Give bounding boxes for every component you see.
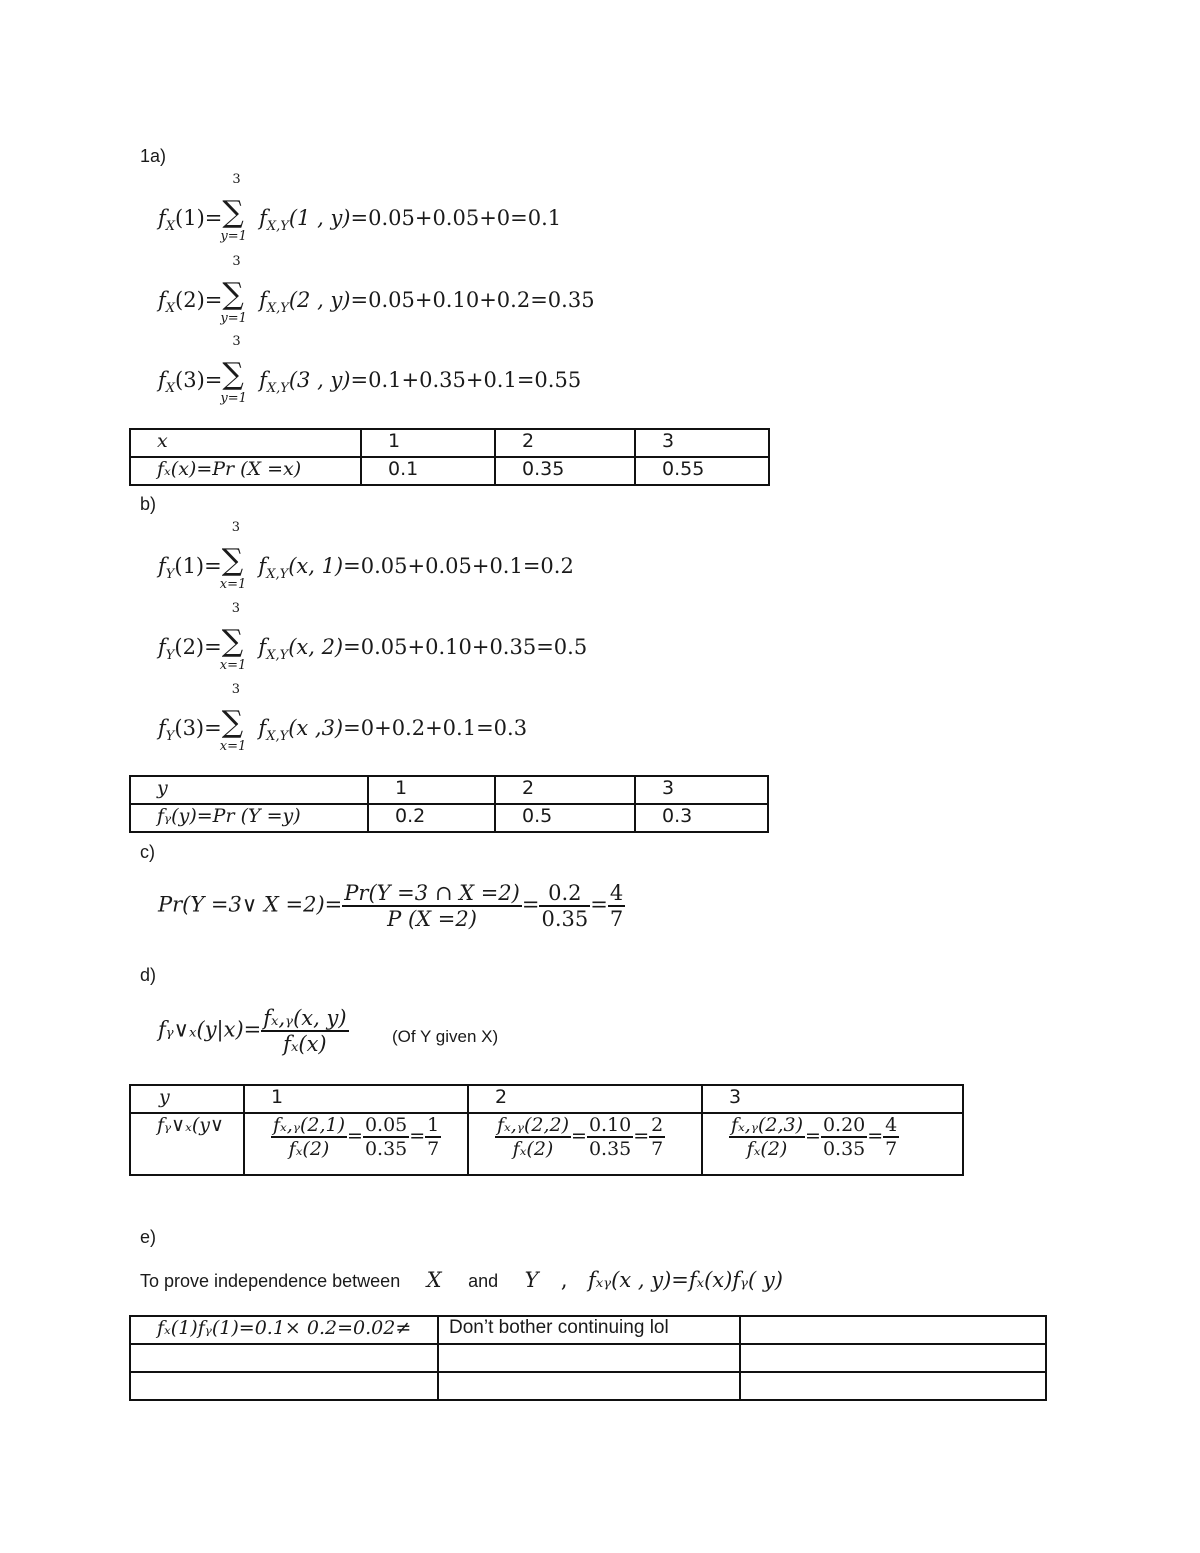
table-row: fᵧ(y)=Pr (Y =y) 0.2 0.5 0.3: [130, 804, 768, 832]
part-d-label: d): [140, 965, 157, 985]
marginal-x-2-equation: $f_X(2)=$ 3 ∑ y=1 $f_{X,Y}(2$ , y)=0.05+0.10+0.2=0.35: [158, 254, 595, 326]
part-a-label: 1a): [140, 146, 167, 166]
table-row: [130, 1344, 1046, 1372]
part-b-label: b): [140, 494, 157, 514]
conditional-cell-2: $\frac{\text{fₓ,ᵧ(2,2)}}{\text{fₓ(2)}}$ = $\frac{0.10}{0.35}$ = $\frac{2}{7}$: [468, 1113, 702, 1175]
conditional-cell-1: $\frac{\text{fₓ,ᵧ(2,1)}}{\text{fₓ(2)}}$ = $\frac{0.05}{0.35}$ = $\frac{1}{7}$: [244, 1113, 468, 1175]
part-c-label: c): [140, 842, 155, 862]
table-row: fₓ(x)=Pr (X =x) 0.1 0.35 0.55: [130, 457, 769, 485]
table-row: fᵧ∨ₓ(y∨ $\frac{\text{fₓ,ᵧ(2,1)}}{\text{fₓ(2)}}$ = $\frac{0.05}{0.35}$ = $\frac{1}{7}$ $\frac{\text{fₓ,ᵧ(2,2)}}{\text{fₓ(2)}}$ = $\frac{0.10}{0.35}$ = $\frac{2}{7}$ $\frac{\text{fₓ,ᵧ(2,3)}}{\text{fₓ(2)}}$ = $\frac{0.20}{0.35}$ = $\frac{4}{7}$: [130, 1113, 963, 1175]
independence-statement: To prove independence between X and Y , fₓᵧ(x , y)=fₓ(x)fᵧ( y): [140, 1268, 783, 1292]
marginal-y-table: [129, 775, 769, 833]
part-e-label: e): [140, 1227, 157, 1247]
conditional-note: (Of Y given X): [392, 1027, 499, 1046]
table-row: [130, 1372, 1046, 1400]
marginal-x-1-equation: $f_X(1)=$ 3 ∑ y=1 $f_{X,Y}(1$ , y)=0.05+0.05+0=0.1: [158, 172, 562, 244]
marginal-y-1-equation: $f_Y(1)=$ 3 ∑ x=1 $f_{X,Y}(x$, 1)=0.05+0.05+0.1=0.2: [158, 520, 574, 592]
conditional-cell-3: $\frac{\text{fₓ,ᵧ(2,3)}}{\text{fₓ(2)}}$ = $\frac{0.20}{0.35}$ = $\frac{4}{7}$: [702, 1113, 963, 1175]
table-row: y 1 2 3: [130, 776, 768, 804]
marginal-y-3-equation: $f_Y(3)=$ 3 ∑ x=1 $f_{X,Y}(x$ ,3)=0+0.2+0.1=0.3: [158, 682, 528, 754]
conditional-pmf-table: [129, 1084, 964, 1176]
marginal-y-2-equation: $f_Y(2)=$ 3 ∑ x=1 $f_{X,Y}(x$, 2)=0.05+0.10+0.35=0.5: [158, 601, 588, 673]
table-row: fₓ(1)fᵧ(1)=0.1× 0.2=0.02≠ Don’t bother continuing lol: [130, 1316, 1046, 1344]
table-row: x 1 2 3: [130, 429, 769, 457]
conditional-probability-equation: Pr(Y =3∨ X =2)= $\frac{Pr(Y =3 \cap X =2)}{P (X =2)}$ = $\frac{0.2}{0.35}$ = $\frac{4}{7}$: [158, 881, 624, 931]
marginal-x-table: [129, 428, 770, 486]
conditional-pmf-definition: fᵧ∨ₓ(y|x)= $\frac{\text{fₓ,ᵧ(x, y)}}{\text{fₓ(x)}}$: [158, 1006, 347, 1056]
marginal-x-3-equation: $f_X(3)=$ 3 ∑ y=1 $f_{X,Y}(3$ , y)=0.1+0.35+0.1=0.55: [158, 334, 582, 406]
independence-table: [129, 1315, 1047, 1401]
table-row: y 1 2 3: [130, 1085, 963, 1113]
